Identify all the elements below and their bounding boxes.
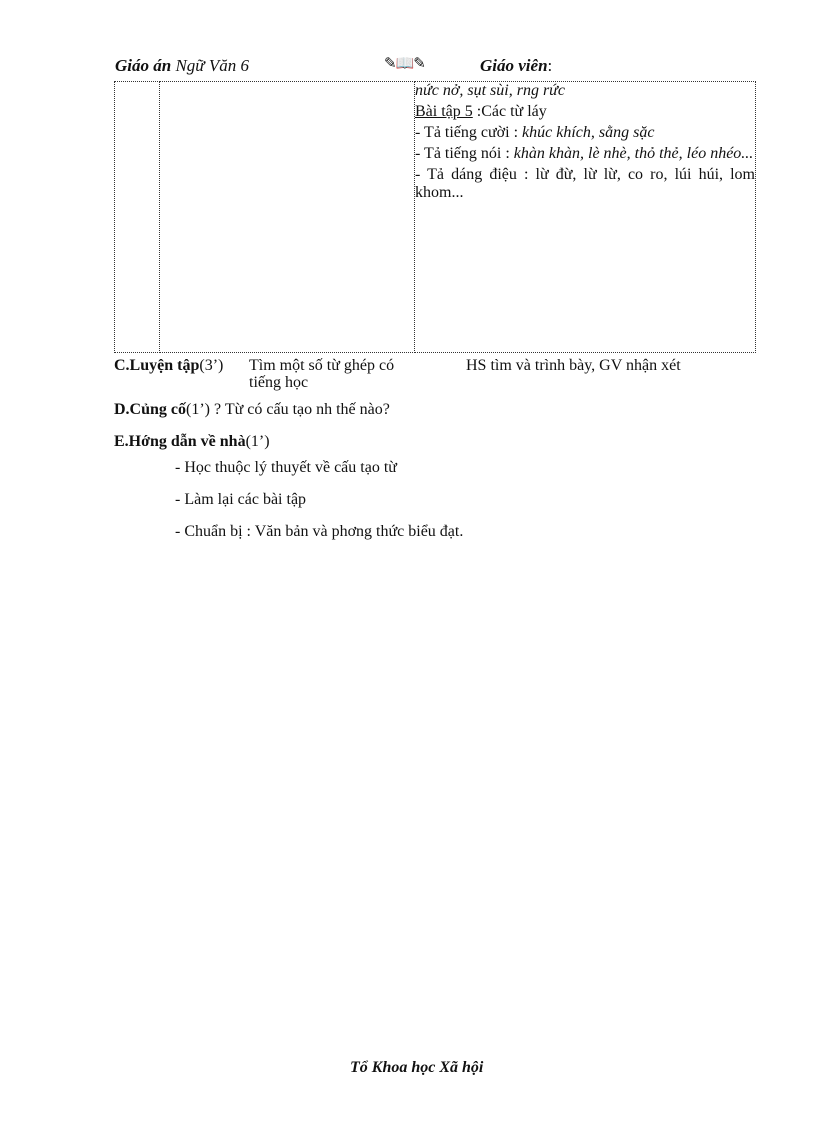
- practice-task-line2: tiếng học: [249, 374, 309, 391]
- exercise-5-label: Bài tập 5: [415, 103, 473, 120]
- gesture-line: - Tả dáng điệu : lừ đừ, lừ lừ, co ro, lúi húi, lom khom...: [415, 166, 755, 201]
- practice-time: (3’): [199, 357, 224, 374]
- exercise-5-text: :Các từ láy: [472, 103, 547, 120]
- consolidation-heading: [114, 401, 390, 419]
- laugh-line: [415, 124, 755, 142]
- practice-heading: [114, 357, 223, 375]
- speech-line: [415, 145, 755, 163]
- practice-response: HS tìm và trình bày, GV nhận xét: [466, 357, 681, 374]
- header-teacher: [480, 56, 552, 76]
- practice-title: C.Luyện tập: [114, 357, 200, 374]
- table-col-1: [115, 82, 160, 353]
- homework-time: (1’): [245, 433, 270, 450]
- table-col-2: [160, 82, 415, 353]
- table-line-0: nức nở, sụt sùi, rng rức: [415, 82, 565, 99]
- laugh-label: - Tả tiếng cười :: [415, 124, 523, 141]
- consolidation-question: ? Từ có cấu tạo nh thế nào?: [210, 401, 390, 418]
- table-col-3: [415, 82, 756, 353]
- header-subject-name: Ngữ Văn 6: [175, 56, 249, 75]
- homework-item: - Chuẩn bị : Văn bản và phơng thức biểu đạt.: [175, 523, 464, 540]
- header-subject: [115, 56, 249, 76]
- laugh-words: khúc khích, sằng sặc: [522, 124, 655, 141]
- homework-item: - Làm lại các bài tập: [175, 491, 307, 508]
- header-teacher-colon: :: [547, 56, 553, 75]
- lesson-table: [114, 81, 756, 353]
- homework-heading: [114, 433, 270, 451]
- header-teacher-label: Giáo viên: [480, 56, 548, 75]
- exercise-5: [415, 103, 755, 121]
- footer: Tổ Khoa học Xã hội: [350, 1059, 484, 1076]
- speech-words: khàn khàn, lè nhè, thỏ thẻ, léo nhéo...: [513, 145, 754, 162]
- consolidation-title: D.Củng cố: [114, 401, 187, 418]
- speech-label: - Tả tiếng nói :: [415, 145, 514, 162]
- homework-item: - Học thuộc lý thuyết về cấu tạo từ: [175, 459, 397, 476]
- header-subject-bold: Giáo án: [115, 56, 172, 75]
- book-ornament-icon: ✎📖✎: [384, 56, 425, 72]
- practice-task-line1: Tìm một số từ ghép có: [249, 357, 395, 374]
- homework-title: E.Hớng dẫn về nhà: [114, 433, 246, 450]
- consolidation-time: (1’): [186, 401, 210, 418]
